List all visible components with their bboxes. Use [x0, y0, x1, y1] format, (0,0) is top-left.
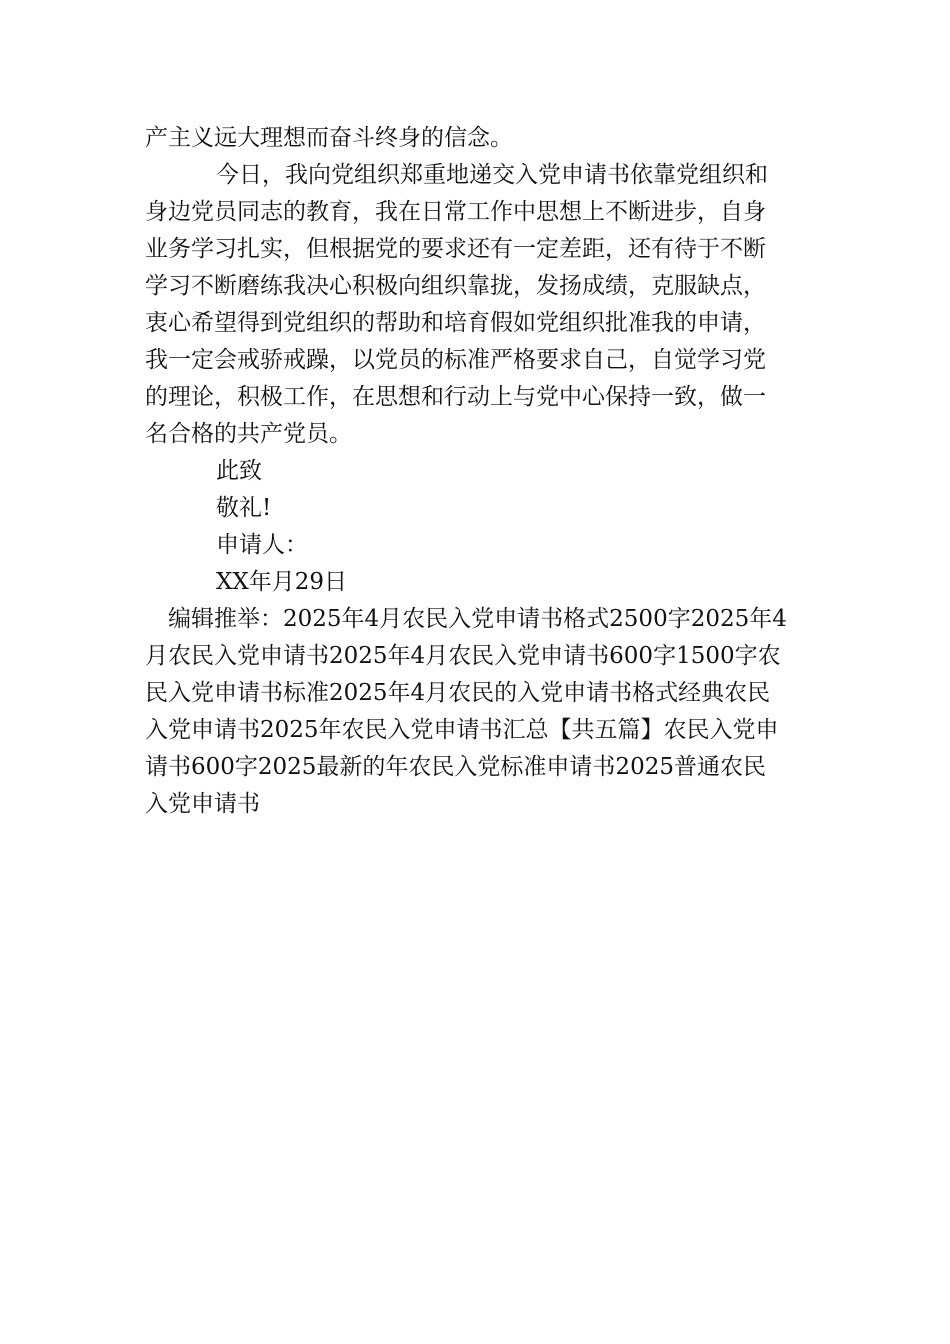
salutation-ci-zhi: 此致	[216, 458, 262, 484]
body-line-1: 产主义远大理想而奋斗终身的信念。	[145, 125, 513, 151]
body-line-8: 的理论，积极工作，在思想和行动上与党中心保持一致，做一	[145, 384, 766, 410]
body-line-6: 衷心希望得到党组织的帮助和培育假如党组织批准我的申请，	[145, 310, 766, 336]
applicant-label: 申请人：	[216, 532, 308, 558]
recommend-line-6: 入党申请书	[145, 791, 260, 817]
body-line-9: 名合格的共产党员。	[145, 421, 352, 447]
recommend-line-5: 请书600字2025最新的年农民入党标准申请书2025普通农民	[145, 754, 766, 780]
body-line-2: 今日，我向党组织郑重地递交入党申请书依靠党组织和	[216, 162, 768, 188]
salutation-jing-li: 敬礼!	[216, 495, 272, 521]
body-line-5: 学习不断磨练我决心积极向组织靠拢，发扬成绩，克服缺点，	[145, 273, 766, 299]
recommend-line-3: 民入党申请书标准2025年4月农民的入党申请书格式经典农民	[145, 680, 771, 706]
body-line-4: 业务学习扎实，但根据党的要求还有一定差距，还有待于不断	[145, 236, 766, 262]
body-line-7: 我一定会戒骄戒躁，以党员的标准严格要求自己，自觉学习党	[145, 347, 766, 373]
recommend-line-4: 入党申请书2025年农民入党申请书汇总【共五篇】农民入党申	[145, 717, 779, 743]
date-line: XX年月29日	[216, 569, 348, 595]
recommend-line-2: 月农民入党申请书2025年4月农民入党申请书600字1500字农	[145, 643, 781, 669]
body-line-3: 身边党员同志的教育，我在日常工作中思想上不断进步，自身	[145, 199, 766, 225]
recommend-line-1: 编辑推举：2025年4月农民入党申请书格式2500字2025年4	[168, 606, 787, 632]
